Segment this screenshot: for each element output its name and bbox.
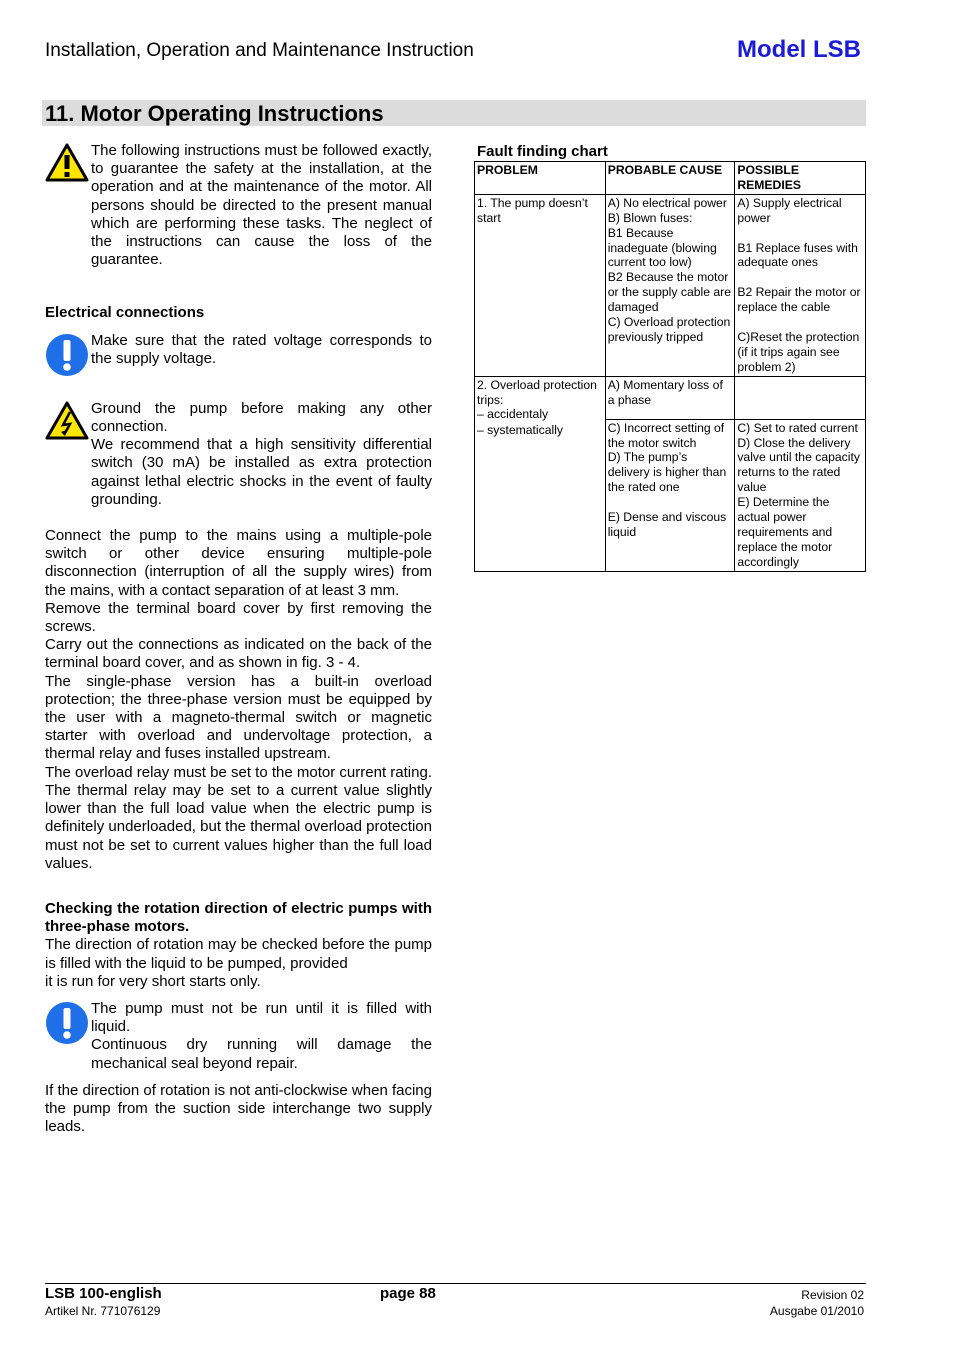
footer-edition: Ausgabe 01/2010: [769, 1304, 864, 1318]
problem-cell: 1. The pump doesn’t start: [475, 194, 606, 376]
remedy-line: [737, 315, 863, 330]
header-problem: PROBLEM: [475, 162, 606, 195]
dry-run-text: [91, 1000, 432, 1073]
problem-line: – systematically: [477, 423, 564, 438]
cause-line: D) The pump’s delivery is higher than the rated one: [607, 450, 727, 495]
fault-chart-table: [474, 161, 866, 572]
cause-cell: [605, 419, 735, 571]
warning-triangle-icon: [45, 142, 91, 188]
cause-line: B1 Because inadeguate (blowing current too low): [607, 225, 717, 270]
remedy-cell: [735, 376, 866, 419]
ground-text-1: Ground the pump before making any other connection.: [91, 399, 432, 436]
rotation-para-1b: it is run for very short starts only.: [45, 972, 261, 990]
remedy-line: [737, 270, 863, 285]
dry-run-text-1: The pump must not be run until it is filled with liquid.: [91, 999, 432, 1036]
para-overload: The overload relay must be set to the motor current rating. The thermal relay may be set to a current value slightly lower than the full load value when the electric pump is definitely underloaded, but the thermal overload protection must not be set to current values higher than the full load values.: [45, 763, 432, 872]
cause-line: B) Blown fuses:: [607, 210, 693, 225]
header-cause: PROBABLE CAUSE: [605, 162, 735, 195]
electrical-heading: Electrical connections: [45, 304, 205, 322]
header-remedies: POSSIBLE REMEDIES: [735, 162, 866, 195]
cause-line: C) Overload protection previously tripped: [607, 315, 731, 344]
model-title: Model LSB: [737, 36, 861, 63]
ground-text: [91, 400, 432, 509]
footer-doc-name: LSB 100-english: [45, 1285, 162, 1302]
remedy-line: C) Set to rated current: [737, 420, 858, 435]
ground-text-2: We recommend that a high sensitivity differential switch (30 mA) be installed as extra protection against lethal electric shocks in the event of faulty grounding.: [91, 436, 432, 508]
remedy-line: B1 Replace fuses with adequate ones: [737, 240, 858, 270]
remedy-cell: [735, 194, 866, 376]
info-exclamation-icon: [45, 332, 91, 382]
para-remove: Remove the terminal board cover by first removing the screws.: [45, 599, 432, 636]
fault-chart-title: Fault finding chart: [477, 143, 608, 160]
table-header-row: [475, 162, 866, 195]
cause-cell: A) Momentary loss of a phase: [605, 376, 735, 419]
cause-line: E) Dense and viscous liquid: [607, 510, 727, 539]
para-single-phase: The single-phase version has a built-in overload protection; the three-phase version must be equipped by the user with a magneto-thermal switch or magnetic starter with overload and undervoltage protection, a thermal relay and fuses installed upstream.: [45, 672, 432, 763]
remedy-line: C)Reset the protection (if it trips again see problem 2): [737, 329, 860, 374]
cause-line: A) No electrical power: [607, 195, 727, 210]
section-title: 11. Motor Operating Instructions: [42, 100, 866, 126]
electrical-hazard-icon: [45, 400, 91, 446]
remedy-line: [737, 226, 863, 241]
dry-run-notice: [45, 1000, 432, 1073]
footer-revision: Revision 02: [801, 1288, 864, 1302]
footer-article: Artikel Nr. 771076129: [45, 1304, 161, 1318]
document-header-title: Installation, Operation and Maintenance Instruction: [45, 40, 474, 61]
para-connect: Connect the pump to the mains using a multiple-pole switch or other device ensuring multiple-pole disconnection (interruption of all the supply wires) from the mains, with a contact separation of at least 3 mm.: [45, 527, 432, 599]
cause-line: B2 Because the motor or the supply cable are damaged: [607, 270, 731, 315]
remedy-line: E) Determine the actual power requirements and replace the motor accordingly: [737, 495, 833, 569]
footer-divider: [45, 1283, 866, 1284]
footer-page-number: page 88: [380, 1285, 436, 1302]
safety-notice: [45, 142, 432, 269]
problem-line: 2. Overload protection trips:: [477, 377, 597, 407]
dry-run-text-2: Continuous dry running will damage the mechanical seal beyond repair.: [91, 1036, 432, 1072]
para-carry: Carry out the connections as indicated on the back of the terminal board cover, and as shown in fig. 3 - 4.: [45, 636, 432, 672]
problem-line: – accidentaly: [477, 407, 549, 422]
cause-line: [608, 495, 733, 510]
intro-text: The following instructions must be followed exactly, to guarantee the safety at the installation, at the operation and at the maintenance of the motor. All persons should be directed to the present manual which are performing these tasks. The neglect of the instructions can cause the loss of the guarantee.: [91, 142, 432, 269]
rotation-para-2: If the direction of rotation is not anti-clockwise when facing the pump from the suction side interchange two supply leads.: [45, 1081, 432, 1136]
remedy-line: B2 Repair the motor or replace the cable: [737, 285, 861, 315]
table-row: [475, 376, 866, 419]
voltage-notice: [45, 332, 432, 382]
table-row: [475, 194, 866, 376]
rotation-para-1: The direction of rotation may be checked before the pump is filled with the liquid to be pumped, provided: [45, 936, 432, 972]
remedy-cell: [735, 419, 866, 571]
cause-line: C) Incorrect setting of the motor switch: [607, 420, 725, 450]
info-exclamation-icon: [45, 1000, 91, 1050]
ground-notice: [45, 400, 432, 509]
rotation-heading: Checking the rotation direction of electric pumps with three-phase motors.: [45, 899, 432, 936]
problem-cell: [475, 376, 606, 571]
remedy-line: D) Close the delivery valve until the capacity returns to the rated value: [737, 435, 860, 495]
left-column: [45, 142, 432, 1136]
remedy-line: A) Supply electrical power: [737, 195, 842, 225]
cause-cell: [605, 194, 735, 376]
voltage-text: Make sure that the rated voltage corresponds to the supply voltage.: [91, 331, 432, 367]
